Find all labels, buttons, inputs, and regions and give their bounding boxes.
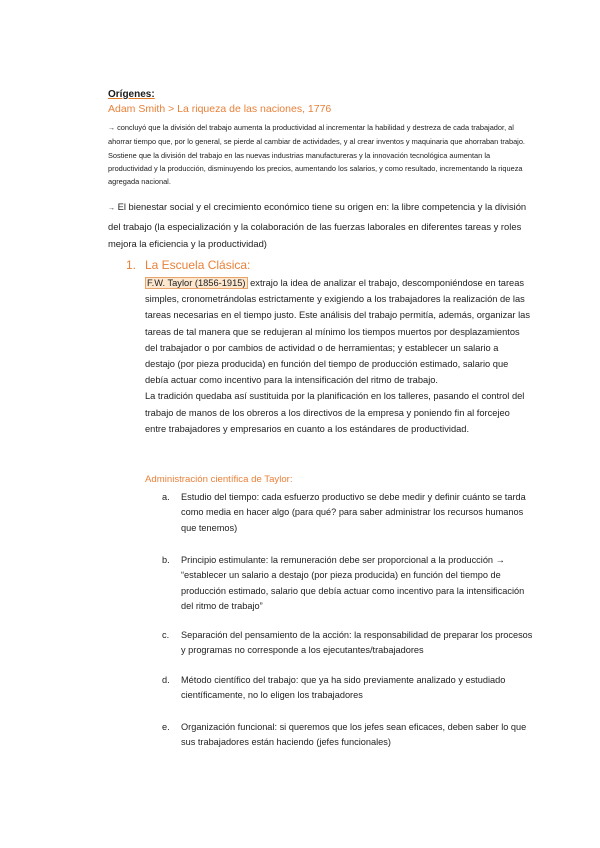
admin-cientifica-heading: Administración científica de Taylor: bbox=[145, 474, 293, 485]
list-item-label: a. bbox=[162, 492, 170, 502]
list-item-text: Método científico del trabajo: que ya ha sido previamente analizado y estudiado científicamente, no lo eligen los trabajadores bbox=[181, 675, 506, 701]
adam-smith-summary bbox=[108, 121, 528, 188]
list-item bbox=[162, 553, 534, 614]
list-item-label: c. bbox=[162, 630, 170, 640]
list-item bbox=[162, 490, 534, 536]
list-item bbox=[162, 720, 534, 751]
list-item bbox=[162, 628, 534, 659]
list-item-text: Principio estimulante: la remuneración debe ser proporcional a la producción → “establecer un salario a destajo (por pieza producida) en función del tiempo de producción estimado, salario que debía actuar como incentivo para la intensificación del ritmo de trabajo” bbox=[181, 555, 525, 611]
bienestar-text: El bienestar social y el crecimiento económico tiene su origen en: la libre competencia y la división del trabajo (la especialización y la colaboración de las fuerzas laborales en diferentes tareas y roles mejora la eficiencia y la productividad) bbox=[108, 201, 527, 250]
origenes-heading: Orígenes: bbox=[108, 89, 155, 100]
arrow-icon: → bbox=[108, 205, 115, 212]
list-item-text: Separación del pensamiento de la acción: la responsabilidad de preparar los procesos y programas no corresponde a los ejecutantes/trabajadores bbox=[181, 630, 533, 656]
list-item-label: d. bbox=[162, 675, 170, 685]
adam-smith-reference: Adam Smith > La riqueza de las naciones, 1776 bbox=[108, 103, 332, 115]
list-item-label: e. bbox=[162, 722, 170, 732]
arrow-icon: → bbox=[108, 125, 115, 132]
list-item bbox=[162, 673, 534, 704]
bienestar-paragraph bbox=[108, 198, 528, 253]
section-number: 1. bbox=[126, 258, 137, 272]
list-item-text: Estudio del tiempo: cada esfuerzo productivo se debe medir y definir cuánto se tarda como media en hacer algo (para qué? para saber administrar los recursos humanos que tenemos) bbox=[181, 492, 526, 533]
escuela-clasica-body bbox=[145, 275, 530, 437]
list-item-label: b. bbox=[162, 555, 170, 565]
escuela-paragraph-2: La tradición quedaba así sustituida por la planificación en los talleres, pasando el control del trabajo de manos de los obreros a los directivos de la empresa y poniendo fin al forcejeo entre trabajadores y empresarios en cuanto a los estándares de productividad. bbox=[145, 391, 525, 434]
section-title: La Escuela Clásica: bbox=[145, 258, 251, 272]
escuela-paragraph-1: extrajo la idea de analizar el trabajo, descomponiéndose en tareas simples, cronometrándolas estrictamente y exigiendo a los trabajadores la realización de las tareas necesarias en el tiempo justo. Este análisis del trabajo permitía, además, organizar las tareas de tal manera que se redujeran al mínimo los tiempos muertos por desplazamientos del trabajador o por cambios de actividad o de herramientas; y establecer un salario a destajo (por pieza producida) en función del tiempo de producción estimado, salario que debía actuar como incentivo para la intensificación del ritmo de trabajo. bbox=[145, 278, 530, 386]
section-heading-escuela-clasica bbox=[126, 258, 250, 272]
adam-smith-summary-text: concluyó que la división del trabajo aumenta la productividad al incrementar la habilidad y destreza de cada trabajador, al ahorrar tiempo que, por lo general, se pierde al cambiar de actividades, y al crear inventos y maquinaria que ahorraban trabajo. Sostiene que la división del trabajo en las nuevas industrias manufactureras y la innovación tecnológica aumentan la productividad y la producción, disminuyendo los precios, aumentando los salarios, y como resultado, incrementando la riqueza agregada nacional. bbox=[108, 123, 525, 187]
taylor-highlight: F.W. Taylor (1856-1915) bbox=[147, 278, 246, 288]
list-item-text: Organización funcional: si queremos que los jefes sean eficaces, deben saber lo que sus trabajadores están haciendo (jefes funcionales) bbox=[181, 722, 527, 748]
